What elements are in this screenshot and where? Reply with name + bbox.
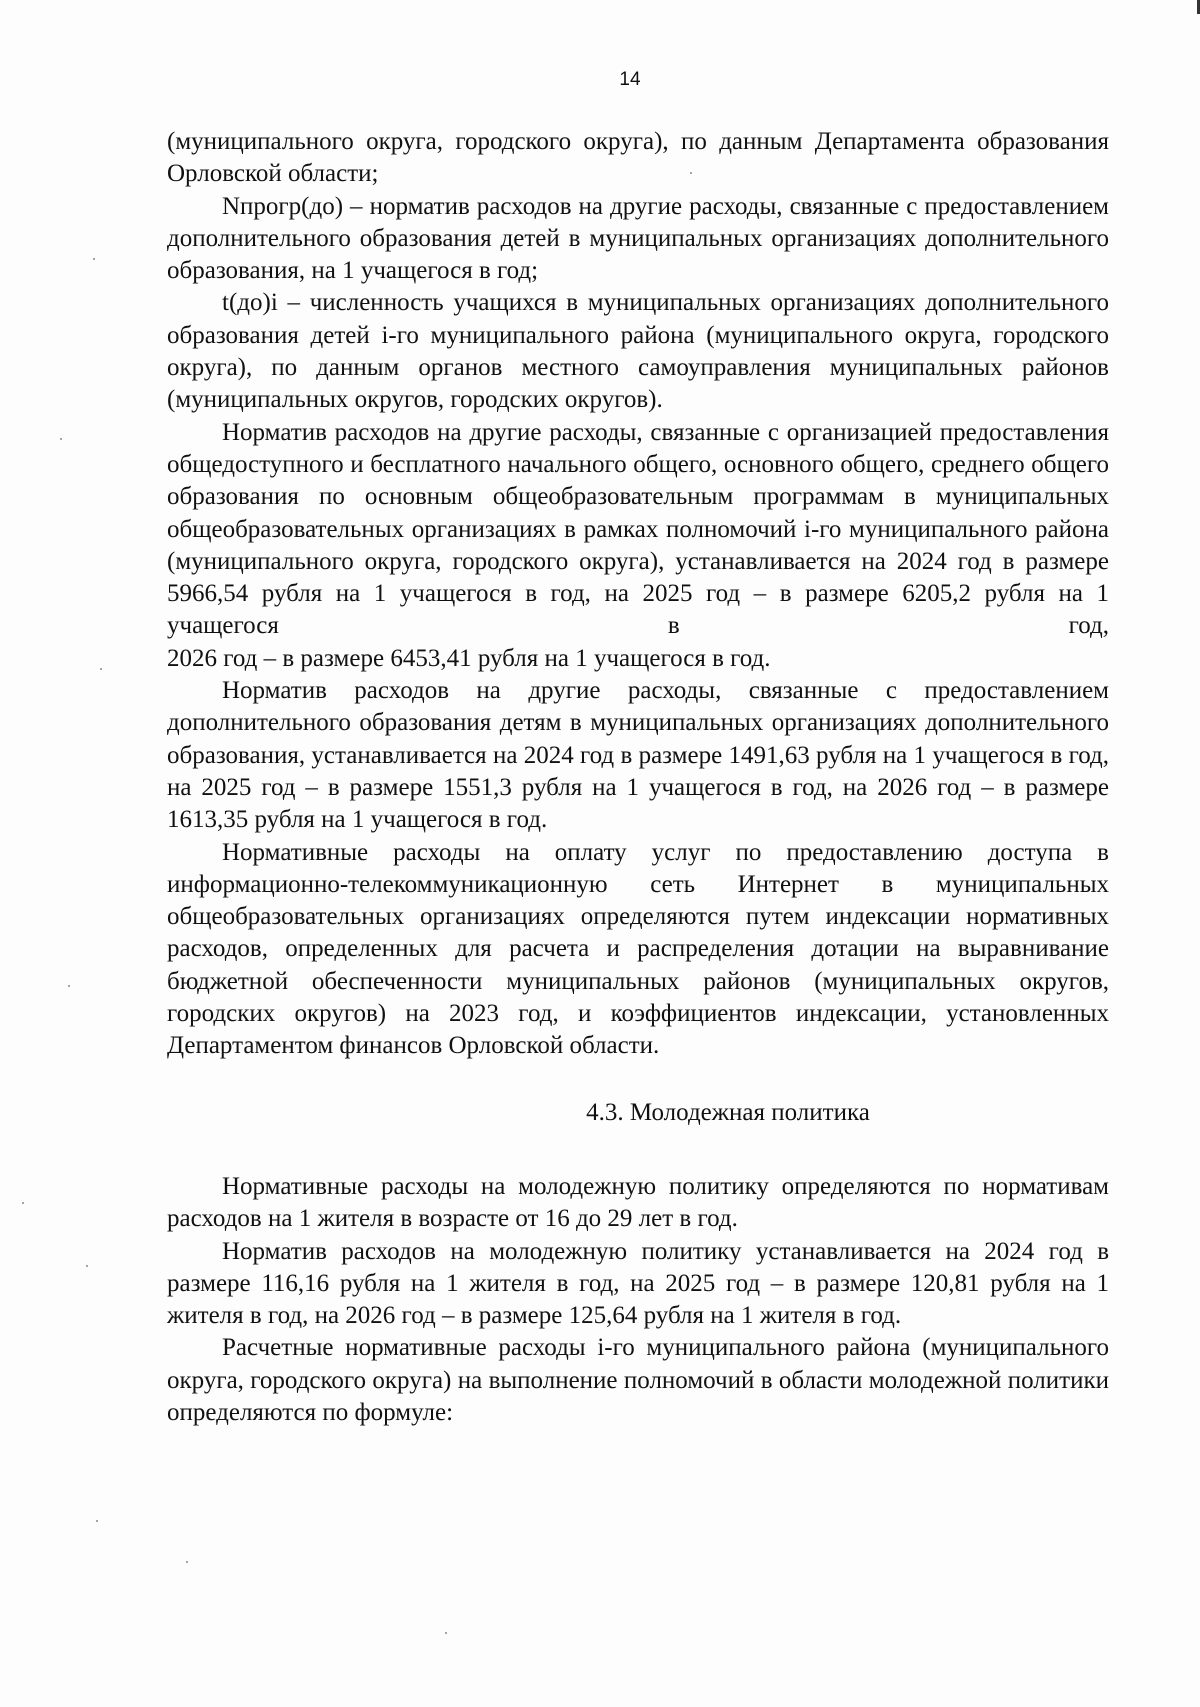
paragraph-general-education-norm: Норматив расходов на другие расходы, связанные с организацией предоставления общедоступного и бесплатного начального общего, основного общего, среднего общего образования по основным общеобразовательным программам в муниципальных общеобразовательных организациях в рамках полномочий i-го муниципального района (муниципального округа, городского округа), устанавливается на 2024 год в размере 5966,54 рубля на 1 учащегося в год, на 2025 год – в размере 6205,2 рубля на 1 учащегося в год, [167, 418, 1109, 640]
scan-speck [186, 1561, 188, 1563]
scan-speck [68, 985, 70, 987]
scan-speck [93, 258, 95, 260]
paragraph-additional-education-norm: Норматив расходов на другие расходы, связанные с предоставлением дополнительного образования детям в муниципальных организациях дополнительного образования, устанавливается на 2024 год в размере 1491,63 рубля на 1 учащегося в год, на 2025 год – в размере 1551,3 рубля на 1 учащегося в год, на 2026 год – в размере 1613,35 рубля на 1 учащегося в год. [167, 677, 1109, 834]
page-number: 14 [619, 69, 641, 90]
section-heading: 4.3. Молодежная политика [586, 1098, 870, 1126]
scan-speck [96, 1520, 98, 1522]
scan-speck [22, 1202, 24, 1204]
document-body [167, 126, 1109, 1429]
paragraph-general-education-norm-2026: 2026 год – в размере 6453,41 рубля на 1 учащегося в год. [167, 644, 771, 672]
paragraph-continuation: (муниципального округа, городского округа), по данным Департамента образования Орловской области; [167, 128, 1109, 188]
scan-speck [60, 438, 62, 440]
scan-speck [100, 668, 102, 670]
paragraph-definition-t: t(до)i – численность учащихся в муниципальных организациях дополнительного образования детей i-го муниципального района (муниципального округа, городского округа), по данным органов местного самоуправления муниципальных районов (муниципальных округов, городских округов). [167, 289, 1109, 414]
paragraph-youth-policy-norm: Норматив расходов на молодежную политику устанавливается на 2024 год в размере 116,16 рубля на 1 жителя в год, на 2025 год – в размере 120,81 рубля на 1 жителя в год, на 2026 год – в размере 125,64 рубля на 1 жителя в год. [167, 1237, 1109, 1330]
scan-speck [690, 172, 692, 174]
paragraph-internet-expenses: Нормативные расходы на оплату услуг по предоставлению доступа в информационно-телекоммуникационную сеть Интернет в муниципальных общеобразовательных организациях определяются путем индексации нормативных расходов, определенных для расчета и распределения дотации на выравнивание бюджетной обеспеченности муниципальных районов (муниципальных округов, городских округов) на 2023 год, и коэффициентов индексации, установленных Департаментом финансов Орловской области. [167, 838, 1109, 1060]
scan-speck [86, 1265, 88, 1267]
scan-speck [445, 1632, 447, 1634]
paragraph-definition-nprogr: Nпрогр(до) – норматив расходов на другие расходы, связанные с предоставлением дополнительного образования детей в муниципальных организациях дополнительного образования, на 1 учащегося в год; [167, 192, 1109, 285]
paragraph-youth-policy-formula-intro: Расчетные нормативные расходы i-го муниципального района (муниципального округа, городского округа) на выполнение полномочий в области молодежной политики определяются по формуле: [167, 1334, 1109, 1426]
paragraph-youth-policy-expenses: Нормативные расходы на молодежную политику определяются по нормативам расходов на 1 жителя в возрасте от 16 до 29 лет в год. [167, 1172, 1109, 1233]
